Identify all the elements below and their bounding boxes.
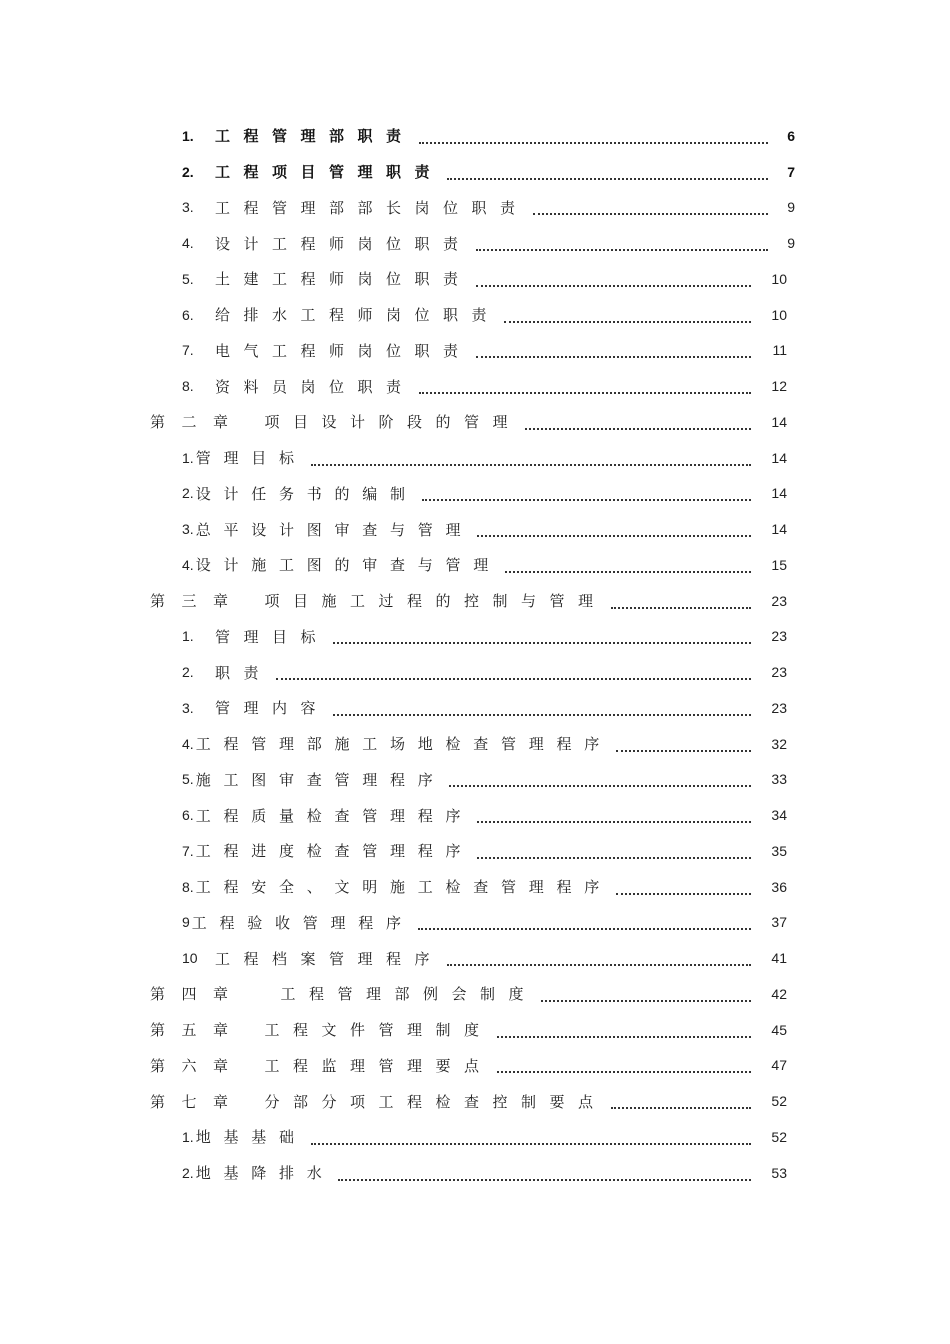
toc-entry-page: 7 — [787, 163, 795, 180]
toc-entry-page: 23 — [771, 628, 787, 645]
dot-leader — [338, 1177, 751, 1181]
toc-entry-page: 10 — [771, 306, 787, 323]
toc-entry-number: 10 — [182, 950, 198, 967]
dot-leader — [447, 962, 751, 966]
toc-entry-number: 第二章 — [150, 413, 245, 432]
toc-entry[interactable] — [0, 190, 795, 226]
toc-entry-number: 7. — [182, 342, 194, 359]
toc-entry-title: 工程项目管理职责 — [215, 163, 444, 182]
toc-entry[interactable] — [0, 297, 787, 333]
dot-leader — [422, 497, 751, 501]
toc-entry-title: 管理内容 — [215, 699, 330, 718]
dot-leader — [418, 926, 751, 930]
toc-entry[interactable] — [0, 1012, 787, 1048]
toc-entry[interactable] — [0, 154, 795, 190]
toc-entry-page: 47 — [771, 1057, 787, 1074]
dot-leader — [525, 426, 751, 430]
dot-leader — [333, 640, 751, 644]
dot-leader — [477, 533, 751, 537]
toc-entry[interactable] — [0, 869, 787, 905]
toc-entry-number: 3. — [182, 199, 194, 216]
toc-entry[interactable] — [0, 368, 787, 404]
toc-entry-number: 第四章 — [150, 985, 245, 1004]
toc-entry[interactable] — [0, 583, 787, 619]
toc-entry[interactable] — [0, 1119, 787, 1155]
toc-entry-number: 4. — [182, 735, 194, 752]
toc-entry[interactable] — [0, 1155, 787, 1191]
toc-entry-title: 土建工程师岗位职责 — [215, 270, 472, 289]
toc-entry-page: 14 — [771, 413, 787, 430]
dot-leader — [276, 676, 751, 680]
toc-entry[interactable] — [0, 118, 795, 154]
toc-entry-number: 1. — [182, 1128, 194, 1145]
toc-entry-number: 5. — [182, 771, 194, 788]
toc-entry-page: 9 — [787, 235, 795, 252]
toc-entry-page: 6 — [787, 127, 795, 144]
toc-entry-page: 45 — [771, 1021, 787, 1038]
toc-entry-page: 52 — [771, 1093, 787, 1110]
dot-leader — [476, 247, 768, 251]
toc-entry-number: 1. — [182, 628, 194, 645]
toc-entry-number: 6. — [182, 306, 194, 323]
toc-entry[interactable] — [0, 905, 787, 941]
toc-entry-page: 9 — [787, 199, 795, 216]
toc-entry-title: 设计任务书的编制 — [195, 484, 418, 503]
dot-leader — [533, 211, 768, 215]
dot-leader — [476, 354, 751, 358]
toc-entry-title: 工程安全、文明施工检查管理程序 — [195, 878, 612, 897]
toc-entry[interactable] — [0, 619, 787, 655]
toc-entry-title: 资料员岗位职责 — [215, 377, 415, 396]
toc-entry-title: 项目施工过程的控制与管理 — [264, 592, 607, 611]
toc-entry-title: 工程质量检查管理程序 — [195, 806, 474, 825]
toc-entry-page: 14 — [771, 449, 787, 466]
toc-entry[interactable] — [0, 940, 787, 976]
toc-entry-number: 4. — [182, 556, 194, 573]
dot-leader — [419, 390, 751, 394]
dot-leader — [449, 783, 751, 787]
toc-entry[interactable] — [0, 225, 795, 261]
toc-entry-page: 10 — [771, 270, 787, 287]
dot-leader — [497, 1069, 751, 1073]
toc-entry[interactable] — [0, 404, 787, 440]
toc-entry-number: 2. — [182, 485, 194, 502]
toc-entry-title: 工程管理部例会制度 — [280, 985, 538, 1004]
dot-leader — [311, 1141, 751, 1145]
toc-entry-number: 1. — [182, 127, 194, 144]
toc-entry-title: 工程验收管理程序 — [191, 913, 414, 932]
toc-entry-title: 工程管理部施工场地检查管理程序 — [195, 735, 612, 754]
toc-entry-number: 第六章 — [150, 1056, 245, 1075]
toc-entry-title: 地基基础 — [195, 1128, 307, 1147]
toc-entry-number: 6. — [182, 807, 194, 824]
toc-entry-number: 3. — [182, 521, 194, 538]
toc-entry-title: 施工图审查管理程序 — [195, 770, 446, 789]
dot-leader — [333, 712, 751, 716]
toc-entry-number: 1. — [182, 449, 194, 466]
toc-entry-page: 15 — [771, 556, 787, 573]
toc-entry-title: 工程管理部职责 — [215, 127, 415, 146]
toc-entry-page: 34 — [771, 807, 787, 824]
toc-entry-title: 管理目标 — [195, 449, 307, 468]
dot-leader — [611, 605, 751, 609]
dot-leader — [447, 176, 768, 180]
toc-entry-page: 23 — [771, 664, 787, 681]
toc-entry-title: 工程监理管理要点 — [264, 1056, 493, 1075]
toc-entry[interactable] — [0, 511, 787, 547]
toc-entry[interactable] — [0, 1048, 787, 1084]
toc-entry-number: 4. — [182, 235, 194, 252]
table-of-contents — [0, 118, 950, 1191]
toc-entry-page: 53 — [771, 1164, 787, 1181]
toc-entry-number: 第七章 — [150, 1092, 245, 1111]
toc-entry-title: 给排水工程师岗位职责 — [215, 306, 501, 325]
toc-entry[interactable] — [0, 726, 787, 762]
toc-entry[interactable] — [0, 690, 787, 726]
toc-entry[interactable] — [0, 654, 787, 690]
toc-entry[interactable] — [0, 833, 787, 869]
toc-entry-title: 设计施工图的审查与管理 — [195, 556, 501, 575]
toc-entry-page: 14 — [771, 521, 787, 538]
dot-leader — [311, 462, 751, 466]
toc-entry-title: 职责 — [215, 663, 273, 682]
dot-leader — [616, 891, 751, 895]
toc-entry-page: 35 — [771, 842, 787, 859]
toc-entry-number: 5. — [182, 270, 194, 287]
toc-entry-title: 分部分项工程检查控制要点 — [264, 1092, 607, 1111]
toc-entry[interactable] — [0, 333, 787, 369]
dot-leader — [505, 569, 751, 573]
toc-entry[interactable] — [0, 440, 787, 476]
toc-entry-page: 37 — [771, 914, 787, 931]
dot-leader — [419, 140, 768, 144]
dot-leader — [616, 748, 751, 752]
toc-entry-number: 第三章 — [150, 592, 245, 611]
toc-entry-title: 电气工程师岗位职责 — [215, 341, 472, 360]
toc-entry[interactable] — [0, 261, 787, 297]
toc-entry[interactable] — [0, 797, 787, 833]
toc-entry-title: 工程档案管理程序 — [215, 949, 444, 968]
toc-entry-page: 36 — [771, 878, 787, 895]
toc-entry-page: 32 — [771, 735, 787, 752]
toc-entry-title: 设计工程师岗位职责 — [215, 234, 472, 253]
toc-entry-number: 2. — [182, 1164, 194, 1181]
toc-entry-page: 52 — [771, 1128, 787, 1145]
toc-entry-number: 9 — [182, 914, 190, 931]
toc-entry-page: 23 — [771, 592, 787, 609]
dot-leader — [611, 1105, 751, 1109]
toc-entry-page: 42 — [771, 985, 787, 1002]
toc-entry-page: 23 — [771, 699, 787, 716]
toc-entry-title: 工程管理部部长岗位职责 — [215, 198, 529, 217]
dot-leader — [497, 1034, 751, 1038]
toc-entry-number: 8. — [182, 878, 194, 895]
toc-entry-number: 2. — [182, 163, 194, 180]
toc-entry-title: 管理目标 — [215, 627, 330, 646]
toc-entry-number: 8. — [182, 378, 194, 395]
toc-entry-number: 第五章 — [150, 1021, 245, 1040]
dot-leader — [541, 998, 751, 1002]
toc-entry-title: 工程文件管理制度 — [264, 1021, 493, 1040]
toc-entry-title: 总平设计图审查与管理 — [195, 520, 474, 539]
dot-leader — [477, 855, 751, 859]
dot-leader — [504, 319, 751, 323]
toc-entry[interactable] — [0, 762, 787, 798]
toc-entry-title: 地基降排水 — [195, 1164, 335, 1183]
dot-leader — [476, 283, 751, 287]
toc-entry[interactable] — [0, 976, 787, 1012]
toc-entry-title: 工程进度检查管理程序 — [195, 842, 474, 861]
dot-leader — [477, 819, 751, 823]
toc-entry-page: 33 — [771, 771, 787, 788]
toc-entry-page: 14 — [771, 485, 787, 502]
toc-entry-page: 41 — [771, 950, 787, 967]
toc-entry-title: 项目设计阶段的管理 — [264, 413, 522, 432]
toc-entry-number: 7. — [182, 842, 194, 859]
toc-entry-page: 11 — [772, 342, 787, 359]
toc-entry[interactable] — [0, 1083, 787, 1119]
toc-entry-page: 12 — [771, 378, 787, 395]
toc-entry[interactable] — [0, 547, 787, 583]
toc-entry[interactable] — [0, 476, 787, 512]
toc-entry-number: 2. — [182, 664, 194, 681]
toc-entry-number: 3. — [182, 699, 194, 716]
